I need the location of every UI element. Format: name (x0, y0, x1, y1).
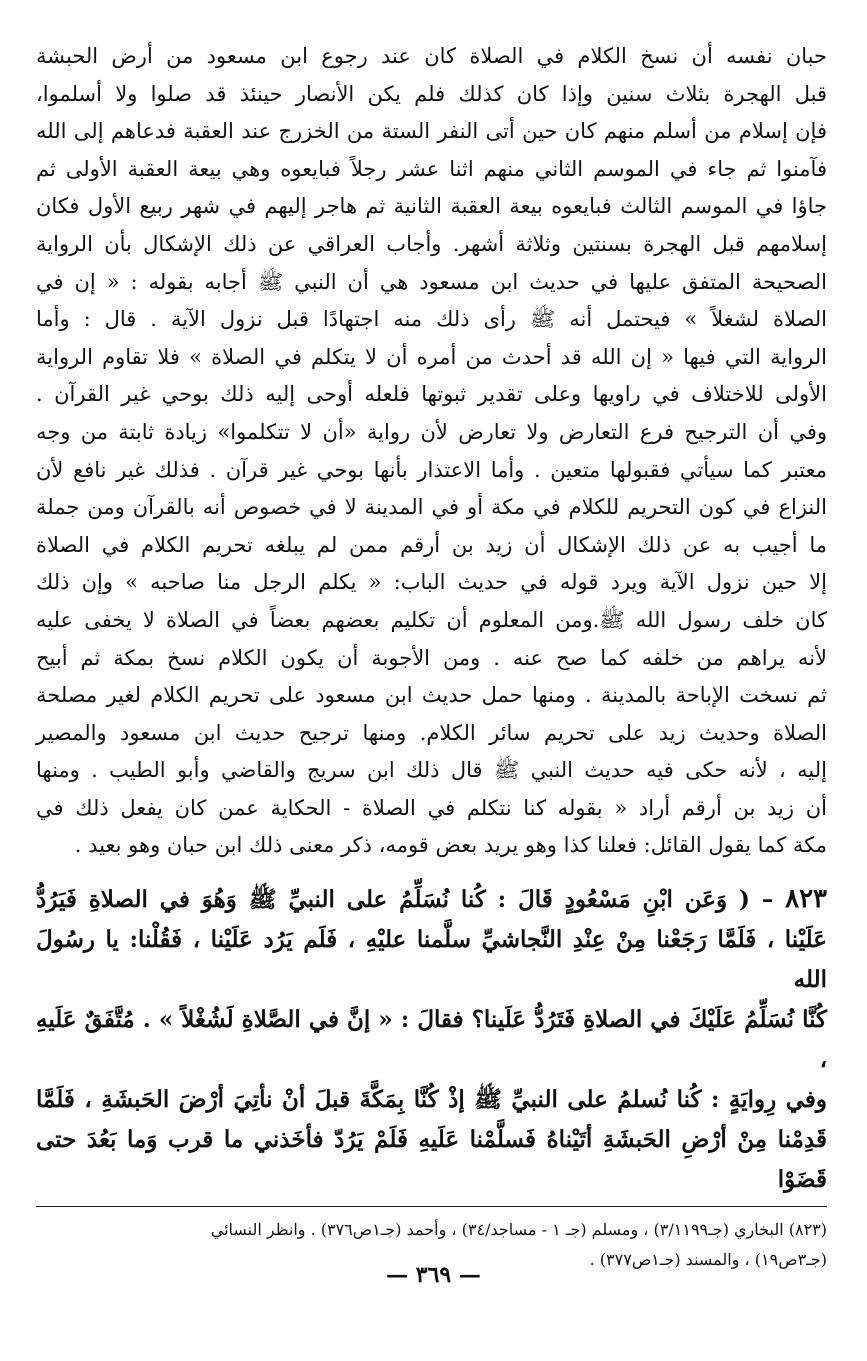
commentary-line: لأنه يراهم من خلفه كما صح عنه . ومن الأجوبة أن يكون الكلام نسخ بمكة ثم أبيح (36, 645, 827, 670)
commentary-line: مكة كما يقول القائل: فعلنا كذا وهو يريد بعض قومه، ذكر معنى ذلك ابن حبان وهو بعيد . (74, 833, 827, 858)
hadith-line: وفي رِوايَةٍ : كُنا نُسلمُ على النبيِّ ﷺ إذْ كُنَّا بِمَكَّةَ قبلَ أنْ نأتِيَ أرْضَ الحَبشَةِ ، فَلَمَّا (36, 1086, 827, 1114)
commentary-line: وفي أن الترجيح فرع التعارض ولا تعارض لأن رواية «أن لا تتكلموا» زيادة ثابتة من وجه (36, 419, 827, 444)
commentary-line: إليه ، لأنه حكى فيه حديث النبي ﷺ قال ذلك ابن سريج والقاضي وأبو الطيب . ومنها (36, 758, 827, 783)
commentary-line: حبان نفسه أن نسخ الكلام في الصلاة كان عند رجوع ابن مسعود من أرض الحبشة (36, 44, 827, 68)
commentary-line: معتبر كما سيأتي فقبولها متعين . وأما الاعتذار بأنها بوحي غير قرآن . فذلك غير نافع لأن (36, 457, 827, 482)
hadith-text (36, 879, 827, 1200)
page-number: — ٣٦٩ — (386, 1262, 481, 1288)
commentary-line: الصلاة وحديث زيد على تحريم سائر الكلام. ومنها ترجيح حديث ابن مسعود والمصير (36, 720, 827, 745)
footnote-line: (٨٢٣) البخاري (جـ٣/١١٩٩) ، ومسلم (جـ ١ - مساجد/٣٤) ، وأحمد (جـ١ص٣٧٦) . وانظر النسائي (210, 1220, 827, 1240)
commentary-line: إلا حين نزول الآية ويرد قوله في حديث الباب: « يكلم الرجل منا صاحبه » وإن ذلك (36, 570, 827, 595)
commentary-line: الصلاة لشغلاً » فيحتمل أنه ﷺ رأى ذلك منه اجتهادًا قبل نزول الآية . قال : وأما (36, 307, 827, 332)
commentary-line: الرواية التي فيها « إن الله قد أحدث من أمره أن لا يتكلم في الصلاة » فلا تقاوم الرواية (36, 344, 827, 369)
commentary-line: قبل الهجرة بثلاث سنين وإذا كان كذلك فلم يكن الأنصار حينئذ قد صلوا ولا أسلموا، (36, 81, 827, 106)
footnote-line: (جـ٣ص١٩) ، والمسند (جـ١ص٣٧٧) . (589, 1250, 827, 1270)
commentary-line: فإن إسلام من أسلم منهم كان حين أتى النفر الستة من الخزرج عند العقبة فدعاهم إلى الله (36, 119, 827, 144)
commentary-text (36, 38, 827, 865)
hadith-line: عَلَيْنا ، فَلَمَّا رَجَعْنا مِنْ عِنْدِ النَّجاشيِّ سلَّمنا عليْهِ ، فَلَم يَرُد عَلَيْنا ، فَقُلْنا: يا رسُولَ الله (36, 926, 827, 994)
commentary-line: الأولى للاختلاف في راويها وعلى تقدير ثبوتها فلعله أوحى إليه ذلك بوحي غير القرآن . (36, 382, 827, 407)
commentary-line: ثم نسخت الإباحة بالمدينة . ومنها حمل حديث ابن مسعود على تحريم الكلام لغير مصلحة (36, 683, 827, 708)
hadith-line: كُنَّا نُسَلِّمُ عَلَيْكَ في الصلاةِ فَتَرُدُّ عَلَينا؟ فقالَ : « إنَّ في الصَّلاةِ لَشُغْلاً » . مُتَّفَقٌ عَلَيهِ ، (36, 1006, 827, 1074)
hadith-number: ٨٢٣ (785, 884, 828, 915)
footnote-divider (36, 1206, 827, 1207)
commentary-line: ما أجيب به عن ذلك الإشكال أن زيد بن أرقم ممن لم يبلغه تحريم الكلام في الصلاة (36, 532, 827, 557)
commentary-line: الصحيحة المتفق عليها في حديث ابن مسعود هي أن النبي ﷺ أجابه بقوله : « إن في (36, 269, 827, 294)
commentary-line: النزاع في كون التحريم للكلام في مكة أو في المدينة لا في خصوص أنه بالقرآن ومن جملة (36, 495, 827, 520)
commentary-line: إسلامهم قبل الهجرة بسنتين وثلاثة أشهر. وأجاب العراقي عن ذلك الإشكال بأن الرواية (36, 231, 827, 256)
hadith-line: قَدِمْنا مِنْ أرْضِ الحَبشَةِ أتَيْناهُ فَسلَّمْنا عَلَيهِ فَلَمْ يَرُدّ فأخَذني ما قرب وَما بَعُدَ حتى قَضَوْا (36, 1126, 827, 1194)
commentary-line: جاؤا في الموسم الثالث فبايعوه بيعة العقبة الثانية ثم هاجر إليهم في شهر ربيع الأول فكان (36, 194, 827, 219)
commentary-line: أن زيد بن أرقم أراد « بقوله كنا نتكلم في الصلاة - الحكاية عمن كان يفعل ذلك في (36, 795, 827, 820)
commentary-line: فآمنوا ثم جاء في الموسم الثاني منهم اثنا عشر رجلاً فبايعوه وهي بيعة العقبة الأولى ثم (36, 156, 827, 181)
commentary-line: كان خلف رسول الله ﷺ.ومن المعلوم أن تكليم بعضهم بعضاً في الصلاة لا يخفى عليه (36, 607, 827, 632)
hadith-line: ٨٢٣ – ( وَعَن ابْنِ مَسْعُودٍ قَالَ : كُنا نُسَلِّمُ على النبيِّ ﷺ وَهُوَ في الصلاةِ فَيَرُدُّ (36, 884, 828, 915)
